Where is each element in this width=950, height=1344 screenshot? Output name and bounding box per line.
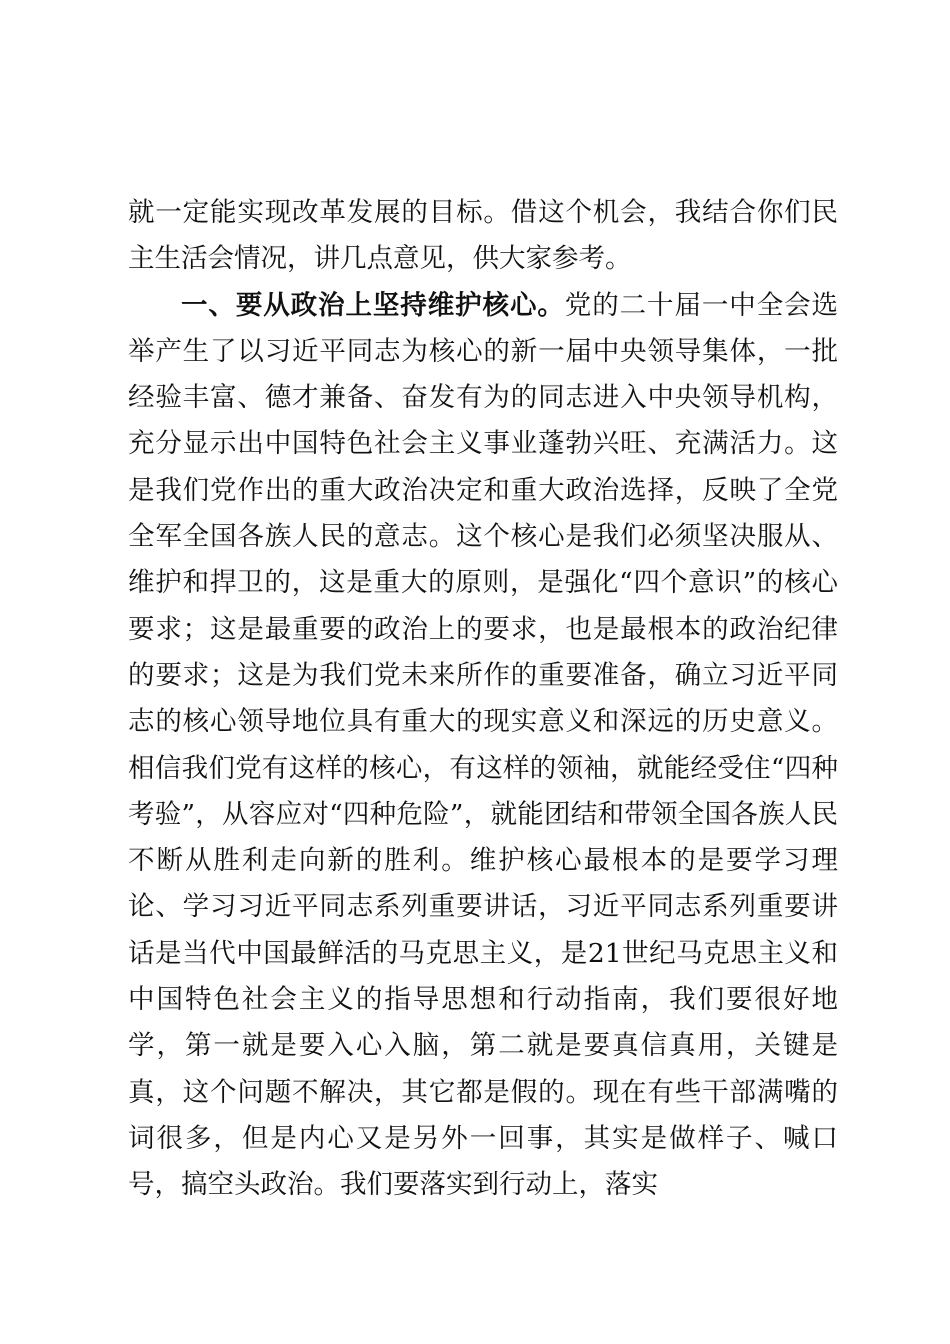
section-one-paragraph [128, 283, 838, 1209]
section-one-body: 党的二十届一中全会选举产生了以习近平同志为核心的新一届中央领导集体，一批经验丰富、德才兼备、奋发有为的同志进入中央领导机构，充分显示出中国特色社会主义事业蓬勃兴旺、充满活力。这是我们党作出的重大政治决定和重大政治选择，反映了全党全军全国各族人民的意志。这个核心是我们必须坚决服从、维护和捍卫的，这是重大的原则，是强化“四个意识”的核心要求；这是最重要的政治上的要求，也是最根本的政治纪律的要求；这是为我们党未来所作的重要准备，确立习近平同志的核心领导地位具有重大的现实意义和深远的历史意义。相信我们党有这样的核心，有这样的领袖，就能经受住“四种考验”，从容应对“四种危险”，就能团结和带领全国各族人民不断从胜利走向新的胜利。维护核心最根本的是要学习理论、学习习近平同志系列重要讲话，习近平同志系列重要讲话是当代中国最鲜活的马克思主义，是21世纪马克思主义和中国特色社会主义的指导思想和行动指南，我们要很好地学，第一就是要入心入脑，第二就是要真信真用，关键是真，这个问题不解决，其它都是假的。现在有些干部满嘴的词很多，但是内心又是另外一回事，其实是做样子、喊口号，搞空头政治。我们要落实到行动上，落实 [128, 289, 839, 1201]
document-body [128, 190, 838, 1209]
section-one-heading: 一、要从政治上坚持维护核心。 [181, 289, 565, 321]
paragraph-continuation: 就一定能实现改革发展的目标。借这个机会，我结合你们民主生活会情况，讲几点意见，供大家参考。 [128, 197, 838, 275]
